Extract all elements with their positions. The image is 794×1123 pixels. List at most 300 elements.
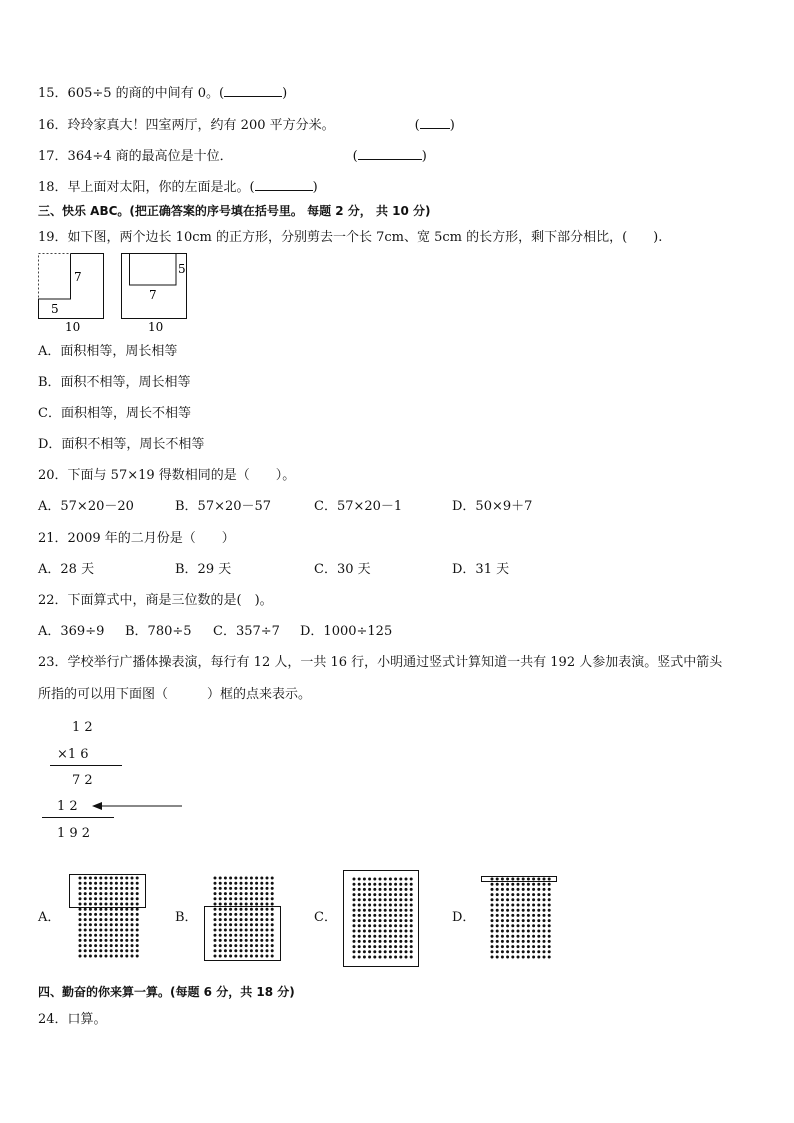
grid-dot — [99, 923, 102, 926]
grid-dot — [511, 893, 514, 896]
grid-dot — [405, 945, 408, 948]
grid-dot — [410, 956, 413, 959]
grid-dot — [255, 897, 258, 900]
grid-dot — [379, 888, 382, 891]
grid-dot — [136, 929, 139, 932]
grid-dot — [527, 909, 530, 912]
grid-dot — [394, 924, 397, 927]
grid-dot — [115, 882, 118, 885]
grid-dot — [389, 888, 392, 891]
grid-dot — [255, 944, 258, 947]
grid-dot — [219, 955, 222, 958]
grid-dot — [99, 913, 102, 916]
grid-dot — [358, 883, 361, 886]
grid-dot — [373, 919, 376, 922]
grid-dot — [548, 940, 551, 943]
grid-dot — [517, 898, 520, 901]
grid-dot — [250, 887, 253, 890]
q22-option-d[interactable]: D．1000÷125 — [300, 624, 393, 639]
grid-dot — [224, 903, 227, 906]
grid-dot — [389, 904, 392, 907]
grid-dot — [363, 893, 366, 896]
grid-dot — [379, 883, 382, 886]
grid-dot — [405, 883, 408, 886]
grid-dot — [125, 929, 128, 932]
q23-option-b-figure[interactable] — [203, 873, 283, 963]
grid-dot — [379, 893, 382, 896]
grid-dot — [260, 892, 263, 895]
grid-dot — [245, 913, 248, 916]
grid-dot — [363, 898, 366, 901]
grid-dot — [219, 882, 222, 885]
grid-dot — [99, 955, 102, 958]
grid-dot — [363, 945, 366, 948]
question-17-open: ( — [352, 149, 358, 164]
grid-dot — [522, 935, 525, 938]
grid-dot — [527, 914, 530, 917]
grid-dot — [496, 898, 499, 901]
grid-dot — [115, 939, 118, 942]
grid-dot — [234, 955, 237, 958]
question-22-text: 22．下面算式中，商是三位数的是( )。 — [38, 593, 273, 608]
grid-dot — [527, 893, 530, 896]
grid-dot — [234, 944, 237, 947]
grid-dot — [255, 934, 258, 937]
grid-dot — [522, 930, 525, 933]
grid-dot — [79, 934, 82, 937]
grid-dot — [255, 892, 258, 895]
grid-dot — [120, 944, 123, 947]
grid-dot — [255, 939, 258, 942]
grid-dot — [543, 919, 546, 922]
grid-dot — [105, 882, 108, 885]
grid-dot — [136, 877, 139, 880]
grid-dot — [548, 883, 551, 886]
grid-dot — [94, 913, 97, 916]
grid-dot — [240, 944, 243, 947]
grid-dot — [363, 940, 366, 943]
q19-fig2-cut-width: 7 — [149, 288, 157, 302]
q19-fig2-square — [122, 254, 187, 319]
q23-option-c-figure[interactable] — [342, 869, 422, 969]
grid-dot — [240, 923, 243, 926]
grid-dot — [405, 930, 408, 933]
grid-dot — [537, 935, 540, 938]
grid-dot — [229, 887, 232, 890]
grid-dot — [131, 882, 134, 885]
grid-dot — [115, 897, 118, 900]
grid-dot — [136, 903, 139, 906]
q19-option-d[interactable]: D．面积不相等，周长不相等 — [38, 437, 205, 452]
grid-dot — [373, 956, 376, 959]
grid-dot — [260, 955, 263, 958]
grid-dot — [517, 956, 520, 959]
grid-dot — [491, 924, 494, 927]
grid-dot — [255, 877, 258, 880]
grid-dot — [99, 908, 102, 911]
grid-dot — [110, 944, 113, 947]
grid-dot — [99, 887, 102, 890]
grid-dot — [94, 897, 97, 900]
q19-fig1-side: 10 — [65, 320, 81, 334]
grid-dot — [353, 924, 356, 927]
grid-dot — [511, 935, 514, 938]
grid-dot — [229, 955, 232, 958]
grid-dot — [131, 897, 134, 900]
calc-row-1: 1 2 — [72, 720, 93, 735]
grid-dot — [373, 924, 376, 927]
grid-dot — [79, 913, 82, 916]
q20-option-b[interactable]: B．57×20－57 — [175, 499, 272, 514]
grid-dot — [79, 929, 82, 932]
grid-dot — [84, 897, 87, 900]
grid-dot — [79, 923, 82, 926]
grid-dot — [229, 903, 232, 906]
grid-dot — [394, 945, 397, 948]
grid-dot — [125, 955, 128, 958]
grid-dot — [394, 930, 397, 933]
q20-option-c[interactable]: C．57×20－1 — [314, 499, 403, 514]
grid-dot — [527, 940, 530, 943]
grid-dot — [532, 914, 535, 917]
grid-dot — [214, 882, 217, 885]
grid-dot — [405, 914, 408, 917]
grid-dot — [368, 888, 371, 891]
q20-option-d[interactable]: D．50×9＋7 — [452, 499, 533, 514]
grid-dot — [89, 913, 92, 916]
grid-dot — [234, 918, 237, 921]
grid-dot — [511, 924, 514, 927]
q23-option-a-label[interactable]: A． — [38, 910, 61, 925]
grid-dot — [125, 882, 128, 885]
grid-dot — [501, 898, 504, 901]
q19-option-a[interactable]: A．面积相等，周长相等 — [38, 344, 178, 359]
grid-dot — [368, 904, 371, 907]
grid-dot — [410, 888, 413, 891]
q19-figure-2 — [121, 253, 191, 333]
grid-dot — [240, 934, 243, 937]
grid-dot — [234, 887, 237, 890]
grid-dot — [384, 883, 387, 886]
grid-dot — [368, 909, 371, 912]
grid-dot — [548, 893, 551, 896]
grid-dot — [255, 908, 258, 911]
grid-dot — [271, 877, 274, 880]
grid-dot — [224, 939, 227, 942]
grid-dot — [491, 930, 494, 933]
grid-dot — [250, 892, 253, 895]
grid-dot — [548, 878, 551, 881]
grid-dot — [501, 888, 504, 891]
grid-dot — [373, 945, 376, 948]
answer-blank-15[interactable] — [224, 84, 282, 97]
grid-dot — [224, 949, 227, 952]
q19-option-c[interactable]: C．面积相等，周长不相等 — [38, 406, 191, 421]
q21-option-c[interactable]: C．30 天 — [314, 562, 371, 577]
grid-dot — [120, 955, 123, 958]
grid-dot — [136, 913, 139, 916]
q23-option-c-label[interactable]: C． — [314, 910, 337, 925]
arrow-icon — [92, 800, 184, 812]
grid-dot — [136, 949, 139, 952]
question-17 — [38, 147, 427, 165]
grid-dot — [115, 913, 118, 916]
grid-dot — [389, 956, 392, 959]
question-17-text: 17．364÷4 商的最高位是十位． — [38, 149, 233, 164]
grid-dot — [234, 929, 237, 932]
grid-dot — [517, 930, 520, 933]
grid-dot — [379, 909, 382, 912]
grid-dot — [99, 892, 102, 895]
grid-dot — [234, 934, 237, 937]
grid-dot — [496, 935, 499, 938]
grid-dot — [125, 877, 128, 880]
grid-dot — [219, 887, 222, 890]
grid-dot — [368, 930, 371, 933]
grid-dot — [260, 903, 263, 906]
q23-d-dot-grid — [491, 878, 551, 959]
grid-dot — [214, 892, 217, 895]
grid-dot — [110, 934, 113, 937]
grid-dot — [105, 955, 108, 958]
grid-dot — [105, 892, 108, 895]
grid-dot — [394, 904, 397, 907]
grid-dot — [358, 919, 361, 922]
grid-dot — [517, 919, 520, 922]
grid-dot — [548, 898, 551, 901]
grid-dot — [110, 882, 113, 885]
q20-option-a[interactable]: A．57×20－20 — [38, 499, 134, 514]
grid-dot — [511, 940, 514, 943]
grid-dot — [527, 930, 530, 933]
grid-dot — [234, 913, 237, 916]
grid-dot — [271, 955, 274, 958]
grid-dot — [537, 878, 540, 881]
grid-dot — [548, 924, 551, 927]
grid-dot — [405, 935, 408, 938]
grid-dot — [511, 956, 514, 959]
grid-dot — [379, 935, 382, 938]
grid-dot — [105, 913, 108, 916]
q23-option-d-figure[interactable] — [480, 873, 560, 963]
grid-dot — [384, 924, 387, 927]
grid-dot — [506, 878, 509, 881]
grid-dot — [496, 909, 499, 912]
grid-dot — [105, 908, 108, 911]
q21-option-b[interactable]: B．29 天 — [175, 562, 232, 577]
grid-dot — [271, 929, 274, 932]
grid-dot — [110, 903, 113, 906]
grid-dot — [250, 934, 253, 937]
grid-dot — [394, 935, 397, 938]
grid-dot — [79, 887, 82, 890]
grid-dot — [491, 893, 494, 896]
grid-dot — [353, 914, 356, 917]
grid-dot — [120, 918, 123, 921]
grid-dot — [266, 892, 269, 895]
grid-dot — [99, 877, 102, 880]
grid-dot — [532, 909, 535, 912]
question-17-close: ) — [421, 149, 427, 164]
grid-dot — [224, 934, 227, 937]
grid-dot — [368, 940, 371, 943]
grid-dot — [125, 934, 128, 937]
grid-dot — [399, 914, 402, 917]
grid-dot — [410, 883, 413, 886]
grid-dot — [405, 909, 408, 912]
grid-dot — [250, 939, 253, 942]
grid-dot — [136, 939, 139, 942]
grid-dot — [79, 939, 82, 942]
grid-dot — [94, 903, 97, 906]
question-15 — [38, 84, 287, 102]
q19-fig2-side: 10 — [148, 320, 164, 334]
grid-dot — [240, 929, 243, 932]
q22-option-a[interactable]: A．369÷9 — [38, 624, 105, 639]
grid-dot — [271, 939, 274, 942]
grid-dot — [115, 944, 118, 947]
grid-dot — [255, 949, 258, 952]
grid-dot — [105, 887, 108, 890]
grid-dot — [548, 935, 551, 938]
grid-dot — [229, 918, 232, 921]
grid-dot — [496, 950, 499, 953]
grid-dot — [501, 950, 504, 953]
grid-dot — [527, 945, 530, 948]
grid-dot — [379, 914, 382, 917]
grid-dot — [110, 918, 113, 921]
grid-dot — [229, 929, 232, 932]
grid-dot — [522, 883, 525, 886]
grid-dot — [266, 918, 269, 921]
question-15-text: 15．605÷5 的商的中间有 0。( — [38, 86, 225, 101]
grid-dot — [219, 897, 222, 900]
q22-option-b[interactable]: B．780÷5 — [125, 624, 192, 639]
grid-dot — [373, 935, 376, 938]
q21-option-a[interactable]: A．28 天 — [38, 562, 95, 577]
grid-dot — [240, 949, 243, 952]
grid-dot — [543, 940, 546, 943]
grid-dot — [511, 914, 514, 917]
grid-dot — [105, 949, 108, 952]
grid-dot — [353, 898, 356, 901]
grid-dot — [384, 945, 387, 948]
grid-dot — [379, 930, 382, 933]
grid-dot — [131, 903, 134, 906]
grid-dot — [517, 950, 520, 953]
grid-dot — [229, 892, 232, 895]
q22-option-c[interactable]: C．357÷7 — [213, 624, 280, 639]
grid-dot — [214, 903, 217, 906]
grid-dot — [120, 882, 123, 885]
grid-dot — [229, 944, 232, 947]
grid-dot — [260, 908, 263, 911]
grid-dot — [543, 945, 546, 948]
answer-blank-18[interactable] — [255, 178, 313, 191]
grid-dot — [405, 950, 408, 953]
grid-dot — [410, 893, 413, 896]
grid-dot — [214, 949, 217, 952]
q23-option-b-label[interactable]: B． — [175, 910, 198, 925]
grid-dot — [410, 945, 413, 948]
grid-dot — [410, 914, 413, 917]
grid-dot — [136, 908, 139, 911]
question-18 — [38, 178, 318, 196]
grid-dot — [501, 914, 504, 917]
grid-dot — [373, 914, 376, 917]
grid-dot — [537, 914, 540, 917]
grid-dot — [384, 893, 387, 896]
grid-dot — [410, 909, 413, 912]
grid-dot — [517, 940, 520, 943]
grid-dot — [266, 887, 269, 890]
grid-dot — [214, 913, 217, 916]
grid-dot — [89, 903, 92, 906]
grid-dot — [527, 878, 530, 881]
grid-dot — [120, 929, 123, 932]
grid-dot — [517, 883, 520, 886]
grid-dot — [506, 940, 509, 943]
q23-option-a-figure[interactable] — [68, 873, 148, 963]
answer-blank-16[interactable] — [420, 116, 450, 129]
grid-dot — [125, 887, 128, 890]
grid-dot — [522, 914, 525, 917]
grid-dot — [405, 956, 408, 959]
grid-dot — [501, 940, 504, 943]
grid-dot — [389, 893, 392, 896]
grid-dot — [131, 939, 134, 942]
grid-dot — [379, 940, 382, 943]
grid-dot — [353, 956, 356, 959]
grid-dot — [271, 923, 274, 926]
grid-dot — [496, 914, 499, 917]
grid-dot — [250, 918, 253, 921]
grid-dot — [79, 877, 82, 880]
grid-dot — [394, 898, 397, 901]
question-16-close: ) — [449, 118, 455, 133]
grid-dot — [543, 904, 546, 907]
grid-dot — [511, 909, 514, 912]
grid-dot — [120, 908, 123, 911]
q21-option-d[interactable]: D．31 天 — [452, 562, 510, 577]
grid-dot — [131, 908, 134, 911]
grid-dot — [105, 877, 108, 880]
grid-dot — [501, 924, 504, 927]
grid-dot — [266, 908, 269, 911]
grid-dot — [229, 897, 232, 900]
grid-dot — [271, 882, 274, 885]
grid-dot — [353, 935, 356, 938]
q19-option-b[interactable]: B．面积不相等，周长相等 — [38, 375, 191, 390]
grid-dot — [410, 919, 413, 922]
grid-dot — [136, 882, 139, 885]
grid-dot — [353, 878, 356, 881]
grid-dot — [84, 892, 87, 895]
answer-blank-17[interactable] — [358, 147, 422, 160]
grid-dot — [229, 913, 232, 916]
grid-dot — [522, 898, 525, 901]
grid-dot — [389, 930, 392, 933]
q23-option-d-label[interactable]: D． — [452, 910, 476, 925]
grid-dot — [405, 919, 408, 922]
grid-dot — [522, 893, 525, 896]
grid-dot — [214, 939, 217, 942]
grid-dot — [501, 945, 504, 948]
grid-dot — [532, 883, 535, 886]
grid-dot — [517, 945, 520, 948]
grid-dot — [219, 908, 222, 911]
grid-dot — [245, 949, 248, 952]
